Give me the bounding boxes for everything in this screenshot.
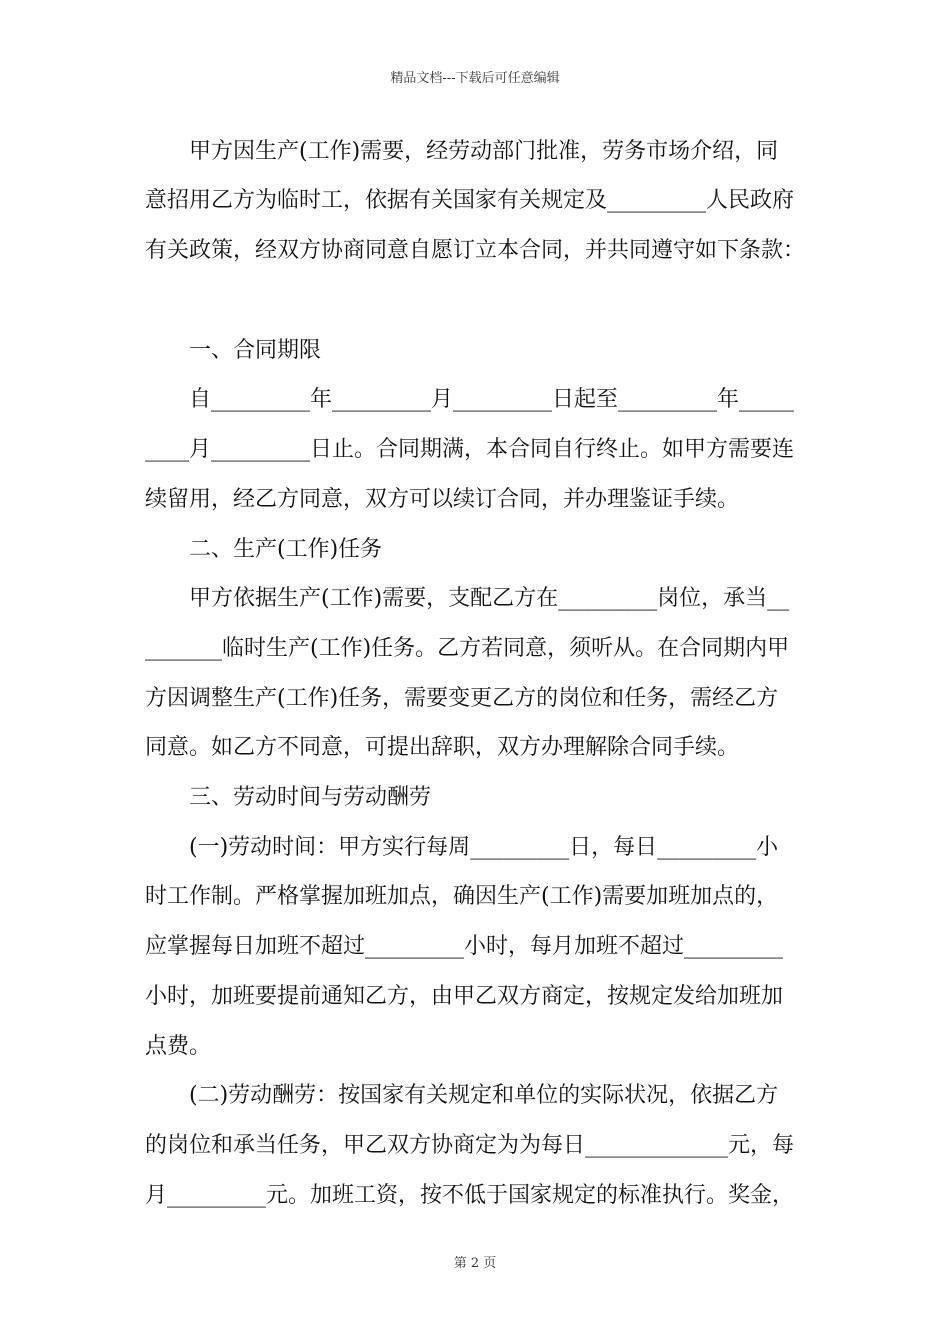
page-header: 精品文档---下载后可任意编辑 — [390, 71, 560, 86]
body-line: 续留用，经乙方同意，双方可以续订合同，并办理鉴证手续。 — [145, 487, 740, 512]
body-line: 甲方依据生产(工作)需要，支配乙方在_________岗位，承当__ — [145, 586, 790, 611]
body-line: 月_________元。加班工资，按不低于国家规定的标准执行。奖金， — [145, 1183, 795, 1208]
body-line: 同意。如乙方不同意，可提出辞职，双方办理解除合同手续。 — [145, 735, 740, 760]
body-line: 有关政策，经双方协商同意自愿订立本合同，并共同遵守如下条款： — [145, 238, 806, 263]
body-line: _______临时生产(工作)任务。乙方若同意，须听从。在合同期内甲 — [145, 636, 790, 661]
body-line: 意招用乙方为临时工，依据有关国家有关规定及_________人民政府 — [145, 188, 795, 213]
body-line: 方因调整生产(工作)任务，需要变更乙方的岗位和任务，需经乙方 — [145, 686, 779, 711]
body-line: 自_________年_________月_________日起至_________年_____ — [145, 387, 795, 412]
body-line: 的岗位和承当任务，甲乙双方协商定为为每日_____________元，每 — [145, 1133, 795, 1158]
body-line: (二)劳动酬劳：按国家有关规定和单位的实际状况，依据乙方 — [145, 1083, 779, 1108]
body-line: ____月_________日止。合同期满，本合同自行终止。如甲方需要连 — [145, 437, 795, 462]
body-line: 甲方因生产(工作)需要，经劳动部门批准，劳务市场介绍，同 — [145, 139, 779, 164]
body-line: 应掌握每日加班不超过_________小时，每月加班不超过_________ — [145, 934, 784, 959]
section-heading: 二、生产(工作)任务 — [145, 537, 383, 562]
body-line: 点费。 — [145, 1034, 212, 1059]
section-heading: 一、合同期限 — [145, 338, 322, 363]
body-line: (一)劳动时间：甲方实行每周_________日，每日_________小 — [145, 835, 779, 860]
section-heading: 三、劳动时间与劳动酬劳 — [145, 785, 432, 810]
body-line: 时工作制。严格掌握加班加点，确因生产(工作)需要加班加点的， — [145, 884, 779, 909]
body-line: 小时，加班要提前通知乙方，由甲乙双方商定，按规定发给加班加 — [145, 984, 784, 1009]
page-number: 第 2 页 — [453, 1256, 497, 1271]
